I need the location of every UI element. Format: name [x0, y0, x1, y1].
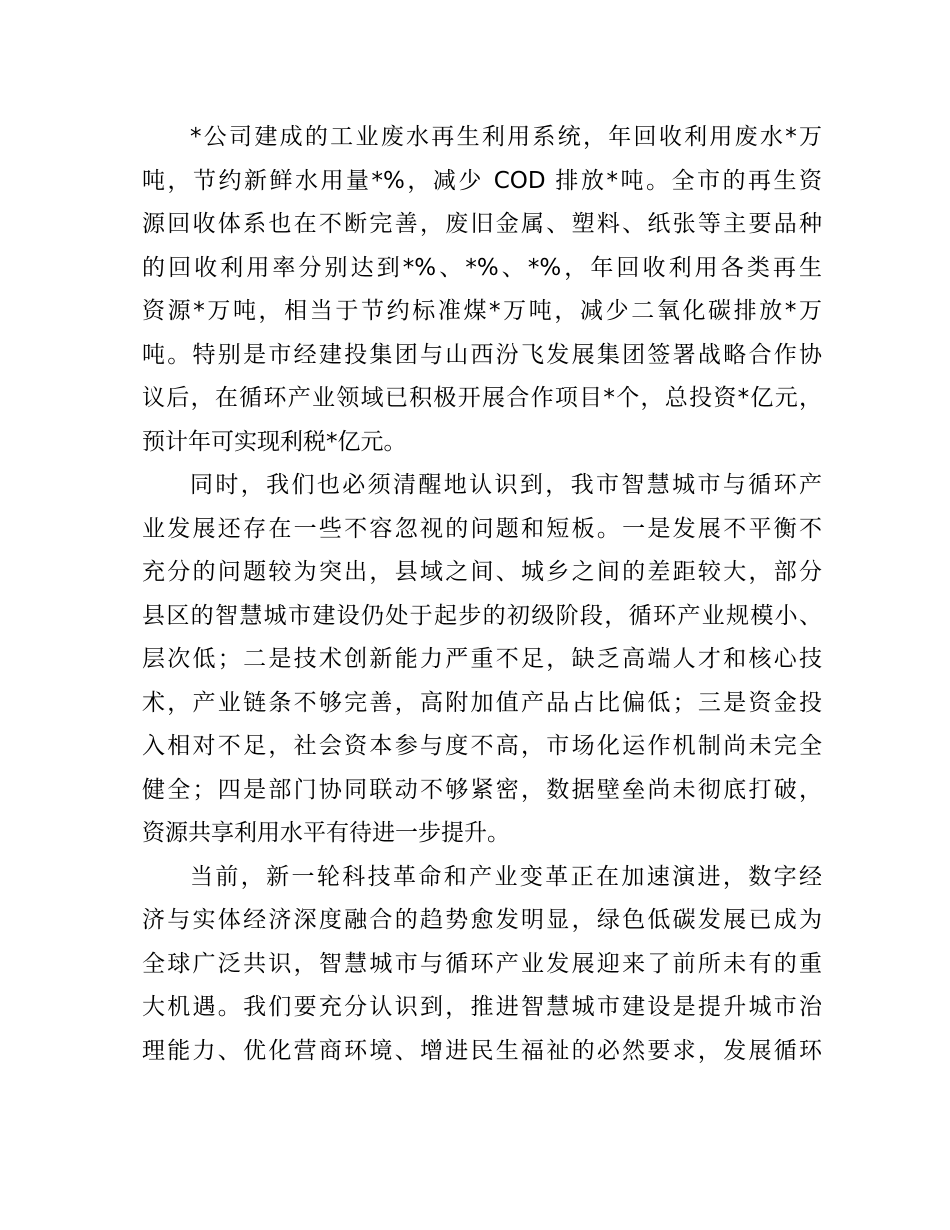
text-line: 吨。特别是市经建投集团与山西汾飞发展集团签署战略合作协 [142, 341, 822, 368]
text-line: 资源共享利用水平有待进一步提升。 [142, 820, 510, 846]
text-line: 充分的问题较为突出，县域之间、城乡之间的差距较大，部分 [142, 559, 822, 585]
paragraph-1 [142, 116, 822, 464]
text-line: 当前，新一轮科技革命和产业变革正在加速演进，数字经 [190, 863, 822, 890]
text-line: 全球广泛共识，智慧城市与循环产业发展迎来了前所未有的重 [142, 950, 822, 977]
text-line: 资源*万吨，相当于节约标准煤*万吨，减少二氧化碳排放*万 [142, 298, 822, 324]
text-line: 吨，节约新鲜水用量*%，减少 COD 排放*吨。全市的再生资 [142, 167, 822, 194]
text-line: 健全；四是部门协同联动不够紧密，数据壁垒尚未彻底打破， [142, 776, 822, 803]
text-line: 县区的智慧城市建设仍处于起步的初级阶段，循环产业规模小、 [142, 602, 822, 629]
text-line: 济与实体经济深度融合的趋势愈发明显，绿色低碳发展已成为 [142, 907, 822, 933]
text-line: 理能力、优化营商环境、增进民生福祉的必然要求，发展循环 [142, 1037, 822, 1064]
paragraph-3 [142, 856, 822, 1074]
body-text [142, 116, 822, 1073]
text-line: 业发展还存在一些不容忽视的问题和短板。一是发展不平衡不 [142, 515, 822, 542]
text-line: 层次低；二是技术创新能力严重不足，缺乏高端人才和核心技 [142, 646, 822, 672]
text-line: *公司建成的工业废水再生利用系统，年回收利用废水*万 [190, 124, 822, 150]
text-line: 术，产业链条不够完善，高附加值产品占比偏低；三是资金投 [142, 689, 822, 716]
text-line: 议后，在循环产业领域已积极开展合作项目*个，总投资*亿元， [142, 385, 822, 411]
paragraph-2 [142, 464, 822, 856]
text-line: 大机遇。我们要充分认识到，推进智慧城市建设是提升城市治 [142, 994, 822, 1020]
text-line: 入相对不足，社会资本参与度不高，市场化运作机制尚未完全 [142, 733, 822, 759]
text-line: 预计年可实现利税*亿元。 [142, 428, 407, 455]
text-line: 源回收体系也在不断完善，废旧金属、塑料、纸张等主要品种 [142, 211, 822, 237]
text-line: 的回收利用率分别达到*%、*%、*%，年回收利用各类再生 [142, 254, 822, 281]
text-line: 同时，我们也必须清醒地认识到，我市智慧城市与循环产 [190, 472, 822, 498]
